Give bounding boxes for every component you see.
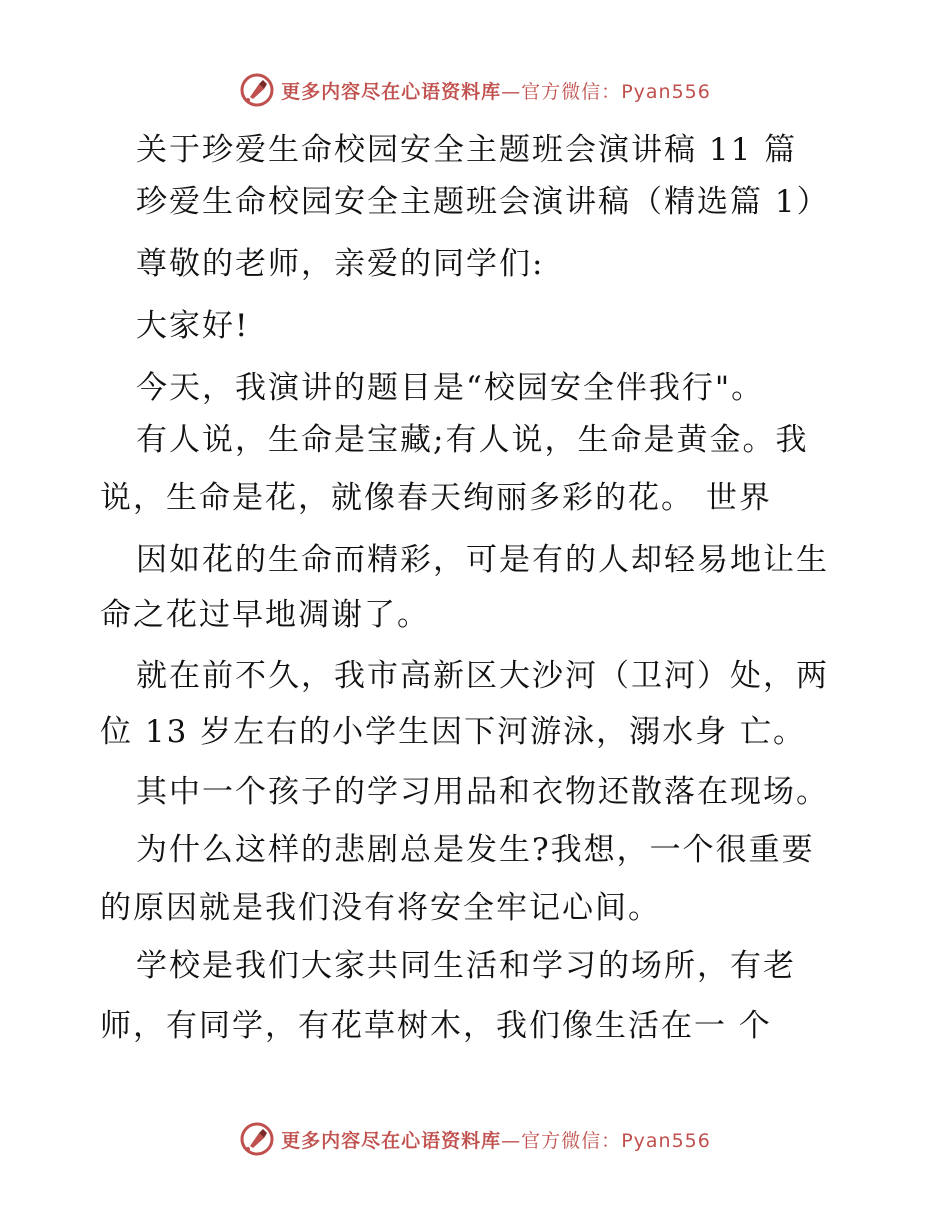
paragraph-line: 因如花的生命而精彩，可是有的人却轻易地让生 xyxy=(136,542,829,578)
banner-text xyxy=(281,77,711,104)
paragraph-line: 学校是我们大家共同生活和学习的场所，有老 xyxy=(136,948,796,984)
paragraph-line: 的原因就是我们没有将安全牢记心间。 xyxy=(100,890,661,926)
banner-slogan: 更多内容尽在心语资料库 xyxy=(281,1129,502,1152)
pen-nib-logo-icon xyxy=(239,1121,275,1157)
banner-text xyxy=(281,1126,711,1153)
paragraph-line: 有人说，生命是宝藏;有人说，生命是黄金。我 xyxy=(136,422,809,458)
banner-slogan: 更多内容尽在心语资料库 xyxy=(281,80,502,103)
banner-wechat-id: Pyan556 xyxy=(621,1129,711,1152)
paragraph-line: 位 13 岁左右的小学生因下河游泳，溺水身 亡。 xyxy=(100,714,807,750)
document-title: 关于珍爱生命校园安全主题班会演讲稿 11 篇 xyxy=(136,132,798,168)
banner-wechat-id: Pyan556 xyxy=(621,80,711,103)
paragraph-line: 说，生命是花，就像春天绚丽多彩的花。 世界 xyxy=(100,480,772,516)
header-banner xyxy=(0,70,950,110)
paragraph-line: 尊敬的老师，亲爱的同学们: xyxy=(136,246,545,282)
paragraph-line: 今天，我演讲的题目是“校园安全伴我行"。 xyxy=(136,370,765,406)
paragraph-line: 命之花过早地凋谢了。 xyxy=(100,597,430,633)
paragraph-line: 其中一个孩子的学习用品和衣物还散落在现场。 xyxy=(136,774,829,810)
paragraph-line: 大家好! xyxy=(136,308,250,344)
paragraph-line: 师，有同学，有花草树木，我们像生活在一 个 xyxy=(100,1008,772,1044)
footer-banner xyxy=(0,1119,950,1159)
banner-wechat-label: 官方微信： xyxy=(521,1129,622,1152)
banner-separator: — xyxy=(501,80,522,103)
section-heading: 珍爱生命校园安全主题班会演讲稿（精选篇 1） xyxy=(136,184,830,220)
banner-separator: — xyxy=(501,1129,522,1152)
pen-nib-logo-icon xyxy=(239,72,275,108)
banner-wechat-label: 官方微信： xyxy=(521,80,622,103)
paragraph-line: 就在前不久，我市高新区大沙河（卫河）处，两 xyxy=(136,658,829,694)
paragraph-line: 为什么这样的悲剧总是发生?我想，一个很重要 xyxy=(136,832,815,868)
